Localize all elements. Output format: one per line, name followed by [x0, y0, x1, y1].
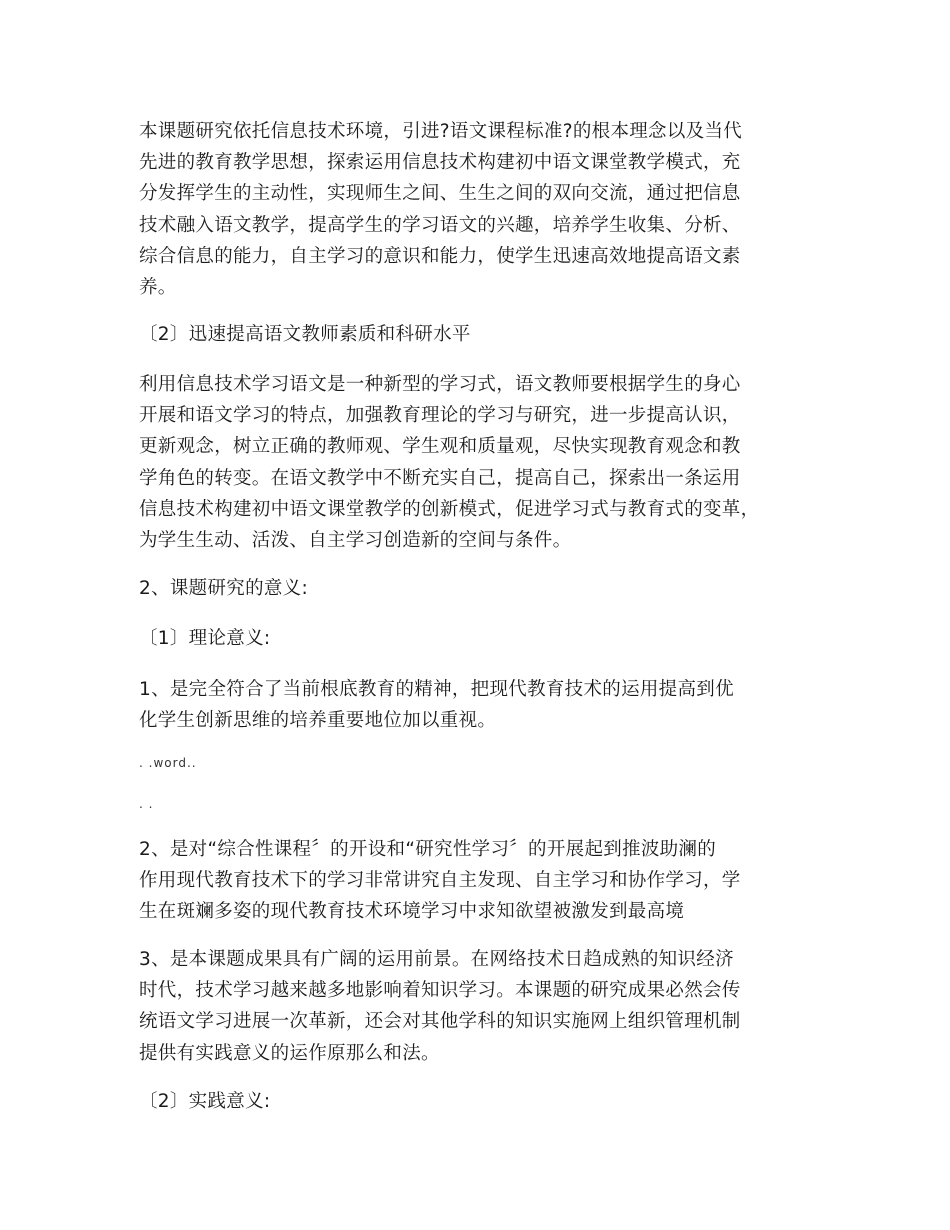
- text-line: 综合信息的能力，自主学习的意识和能力，使学生迅速高效地提高语文素: [139, 245, 741, 267]
- paragraph-point-1: [139, 674, 839, 736]
- text-line: 学角色的转变。在语文教学中不断充实自己，提高自己，探索出一条运用: [139, 467, 741, 489]
- text-line: 2、是对“综合性课程〞的开设和“研究性学习〞的开展起到推波助澜的: [139, 839, 717, 860]
- text-line: 养。: [139, 277, 177, 299]
- heading-theory: 〔1〕理论意义:: [139, 628, 271, 649]
- text-line: 化学生创新思维的培养重要地位加以重视。: [139, 710, 497, 732]
- text-line: 生在斑斓多姿的现代教育技术环境学习中求知欲望被激发到最高境: [139, 901, 685, 923]
- heading-significance: 2、课题研究的意义:: [139, 578, 309, 599]
- paragraph-point-3: [139, 944, 839, 1069]
- text-line: 为学生生动、活泼、自主学习创造新的空间与条件。: [139, 530, 572, 552]
- page-header-dots: . .: [139, 797, 154, 811]
- text-line: 3、是本课题成果具有广阔的运用前景。在网络技术日趋成熟的知识经济: [139, 949, 734, 970]
- heading-practice: 〔2〕实践意义:: [139, 1091, 271, 1112]
- paragraph-point-2: [139, 834, 839, 928]
- paragraph-teacher-quality: [139, 369, 839, 556]
- text-line: 分发挥学生的主动性，实现师生之间、生生之间的双向交流，通过把信息: [139, 183, 741, 205]
- text-line: 提供有实践意义的运作原那么和法。: [139, 1042, 440, 1064]
- text-line: 技术融入语文教学，提高学生的学习语文的兴趣，培养学生收集、分析、: [139, 214, 741, 236]
- text-line: 利用信息技术学习语文是一种新型的学习式，语文教师要根据学生的身心: [139, 374, 741, 395]
- text-line: 开展和语文学习的特点，加强教育理论的学习与研究，进一步提高认识，: [139, 405, 741, 427]
- heading-goal-2: 〔2〕迅速提高语文教师素质和科研水平: [139, 324, 471, 345]
- text-line: 1、是完全符合了当前根底教育的精神，把现代教育技术的运用提高到优: [139, 679, 734, 700]
- text-line: 先进的教育教学思想，探索运用信息技术构建初中语文课堂教学模式，充: [139, 152, 741, 174]
- paragraph-research-basis: [139, 116, 839, 303]
- text-line: 统语文学习进展一次革新，还会对其他学科的知识实施网上组织管理机制: [139, 1011, 741, 1033]
- text-line: 时代，技术学习越来越多地影响着知识学习。本课题的研究成果必然会传: [139, 980, 741, 1002]
- page-footer-word: . .word..: [139, 756, 197, 770]
- text-line: 信息技术构建初中语文课堂教学的创新模式，促进学习式与教育式的变革，: [139, 498, 760, 520]
- text-line: 更新观念，树立正确的教师观、学生观和质量观，尽快实现教育观念和教: [139, 436, 741, 458]
- text-line: 本课题研究依托信息技术环境，引进?语文课程标准?的根本理念以及当代: [139, 121, 743, 142]
- text-line: 作用现代教育技术下的学习非常讲究自主发现、自主学习和协作学习，学: [139, 870, 741, 892]
